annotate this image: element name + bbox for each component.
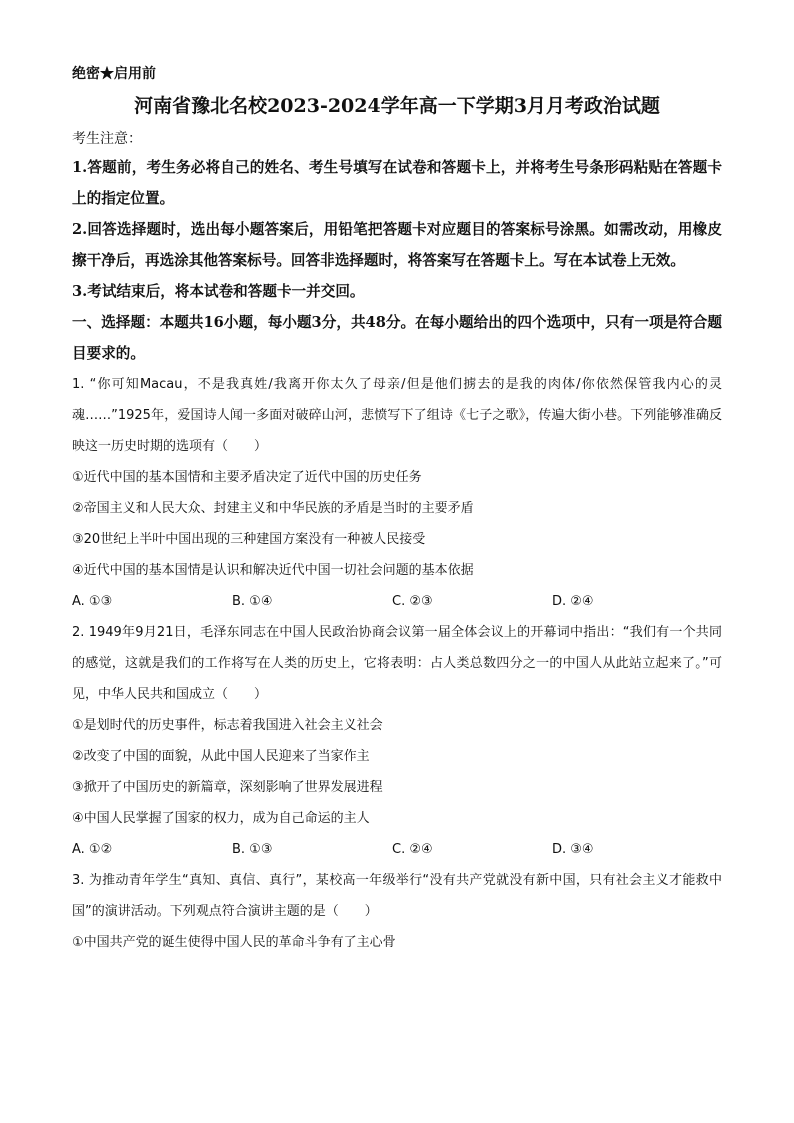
question-1	[72, 369, 722, 617]
choice-b: B. ①④	[232, 594, 273, 609]
question-option: ③20世纪上半叶中国出现的三种建国方案没有一种被人民接受	[72, 532, 426, 547]
section-heading: 一、选择题：本题共16小题，每小题3分，共48分。在每小题给出的四个选项中，只有一项是符合题目要求的。	[72, 314, 722, 362]
choice-b: B. ①③	[232, 842, 273, 857]
question-option: ①近代中国的基本国情和主要矛盾决定了近代中国的历史任务	[72, 470, 422, 485]
notice-item: 3.考试结束后，将本试卷和答题卡一并交回。	[72, 283, 365, 300]
question-option: ①是划时代的历史事件，标志着我国进入社会主义社会	[72, 718, 383, 733]
question-option: ④近代中国的基本国情是认识和解决近代中国一切社会问题的基本依据	[72, 563, 474, 578]
secret-tag: 绝密★启用前	[72, 66, 156, 82]
question-stem: 3. 为推动青年学生“真知、真信、真行”，某校高一年级举行“没有共产党就没有新中国，只有社会主义才能救中国”的演讲活动。下列观点符合演讲主题的是（ ）	[72, 873, 722, 919]
choice-a: A. ①③	[72, 594, 113, 609]
question-option: ③掀开了中国历史的新篇章，深刻影响了世界发展进程	[72, 780, 383, 795]
choice-c: C. ②③	[392, 594, 433, 609]
question-stem: 2. 1949年9月21日，毛泽东同志在中国人民政治协商会议第一届全体会议上的开幕词中指出：“我们有一个共同的感觉，这就是我们的工作将写在人类的历史上，它将表明：占人类总数四分之一的中国人从此站立起来了。”可见，中华人民共和国成立（ ）	[72, 625, 722, 702]
answer-choices	[72, 586, 722, 617]
answer-choices	[72, 834, 722, 865]
question-option: ②改变了中国的面貌，从此中国人民迎来了当家作主	[72, 749, 370, 764]
question-3	[72, 865, 722, 958]
question-option: ①中国共产党的诞生使得中国人民的革命斗争有了主心骨	[72, 935, 396, 950]
choice-d: D. ②④	[552, 594, 594, 609]
question-option: ②帝国主义和人民大众、封建主义和中华民族的矛盾是当时的主要矛盾	[72, 501, 474, 516]
choice-c: C. ②④	[392, 842, 433, 857]
notice-item: 1.答题前，考生务必将自己的姓名、考生号填写在试卷和答题卡上，并将考生号条形码粘贴在答题卡上的指定位置。	[72, 159, 722, 207]
notice-heading: 考生注意：	[72, 131, 142, 147]
choice-a: A. ①②	[72, 842, 113, 857]
exam-page	[72, 62, 722, 958]
notice-item: 2.回答选择题时，选出每小题答案后，用铅笔把答题卡对应题目的答案标号涂黑。如需改动，用橡皮擦干净后，再选涂其他答案标号。回答非选择题时，将答案写在答题卡上。写在本试卷上无效。	[72, 221, 722, 269]
choice-d: D. ③④	[552, 842, 594, 857]
question-stem: 1. “你可知Macau，不是我真姓/我离开你太久了母亲/但是他们掳去的是我的肉体/你依然保管我内心的灵魂……”1925年，爱国诗人闻一多面对破碎山河，悲愤写下了组诗《七子之歌》，传遍大街小巷。下列能够准确反映这一历史时期的选项有（ ）	[72, 377, 722, 454]
page-title: 河南省豫北名校2023-2024学年高一下学期3月月考政治试题	[134, 95, 660, 117]
question-2	[72, 617, 722, 865]
question-option: ④中国人民掌握了国家的权力，成为自己命运的主人	[72, 811, 370, 826]
